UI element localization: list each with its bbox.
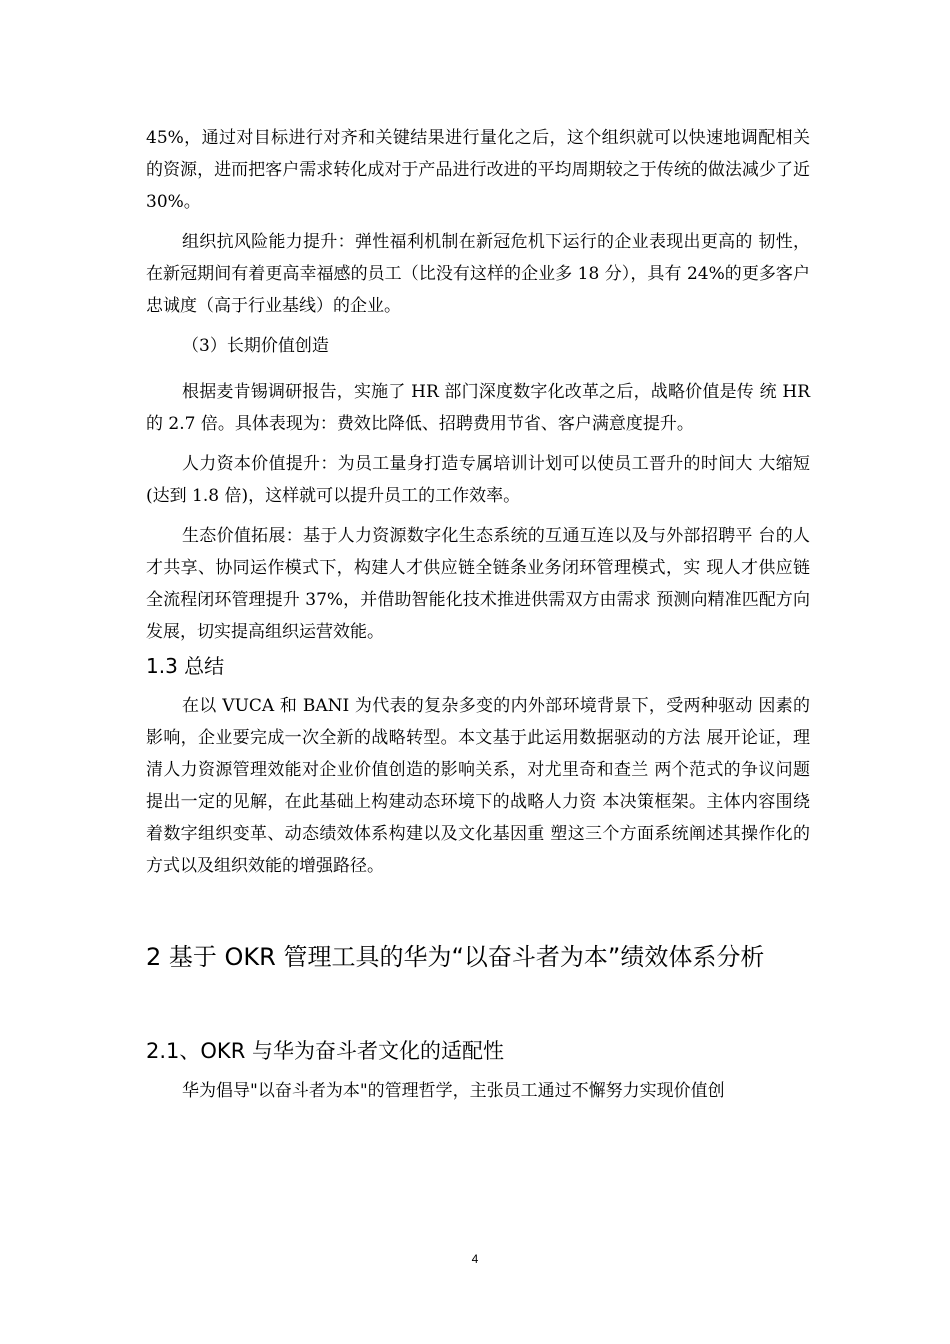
paragraph-huawei-philosophy: 华为倡导"以奋斗者为本"的管理哲学，主张员工通过不懈努力实现价值创 (182, 1081, 725, 1101)
section-heading-1-3: 1.3 总结 (146, 654, 225, 678)
paragraph-summary: 在以 VUCA 和 BANI 为代表的复杂多变的内外部环境背景下，受两种驱动 因素的影响，企业要完成一次全新的战略转型。本文基于此运用数据驱动的方法 展开论证，理清人力资源管理效能对企业价值创造的影响关系，对尤里奇和查兰 两个范式的争议问题提出一定的见解，在此基础上构建动态环境下的战略人力资 本决策框架。主体内容围绕着数字组织变革、动态绩效体系构建以及文化基因重 塑这三个方面系统阐述其操作化的方式以及组织效能的增强路径。 (146, 696, 810, 876)
paragraph-risk-resilience: 组织抗风险能力提升：弹性福利机制在新冠危机下运行的企业表现出更高的 韧性，在新冠期间有着更高幸福感的员工（比没有这样的企业多 18 分），具有 24%的更多客户忠诚度（高于行业基线）的企业。 (146, 232, 810, 316)
page-number: 4 (471, 1252, 479, 1266)
paragraph-efficiency-continued: 45%，通过对目标进行对齐和关键结果进行量化之后，这个组织就可以快速地调配相关的资源，进而把客户需求转化成对于产品进行改进的平均周期较之于传统的做法减少了近 30%。 (146, 128, 810, 212)
page-body (146, 122, 810, 1107)
section-heading-2-1: 2.1、OKR 与华为奋斗者文化的适配性 (146, 1039, 504, 1063)
paragraph-ecosystem-value: 生态价值拓展：基于人力资源数字化生态系统的互通互连以及与外部招聘平 台的人才共享、协同运作模式下，构建人才供应链全链条业务闭环管理模式，实 现人才供应链全流程闭环管理提升 37%，并借助智能化技术推进供需双方由需求 预测向精准匹配方向发展，切实提高组织运营效能。 (146, 526, 810, 642)
paragraph-mckinsey-report: 根据麦肯锡调研报告，实施了 HR 部门深度数字化改革之后，战略价值是传 统 HR 的 2.7 倍。具体表现为：费效比降低、招聘费用节省、客户满意度提升。 (146, 382, 810, 434)
subheading-long-term-value: （3）长期价值创造 (182, 336, 329, 356)
chapter-heading-2: 2 基于 OKR 管理工具的华为“以奋斗者为本”绩效体系分析 (146, 943, 765, 971)
paragraph-human-capital: 人力资本价值提升：为员工量身打造专属培训计划可以使员工晋升的时间大 大缩短(达到 1.8 倍)，这样就可以提升员工的工作效率。 (146, 454, 810, 506)
